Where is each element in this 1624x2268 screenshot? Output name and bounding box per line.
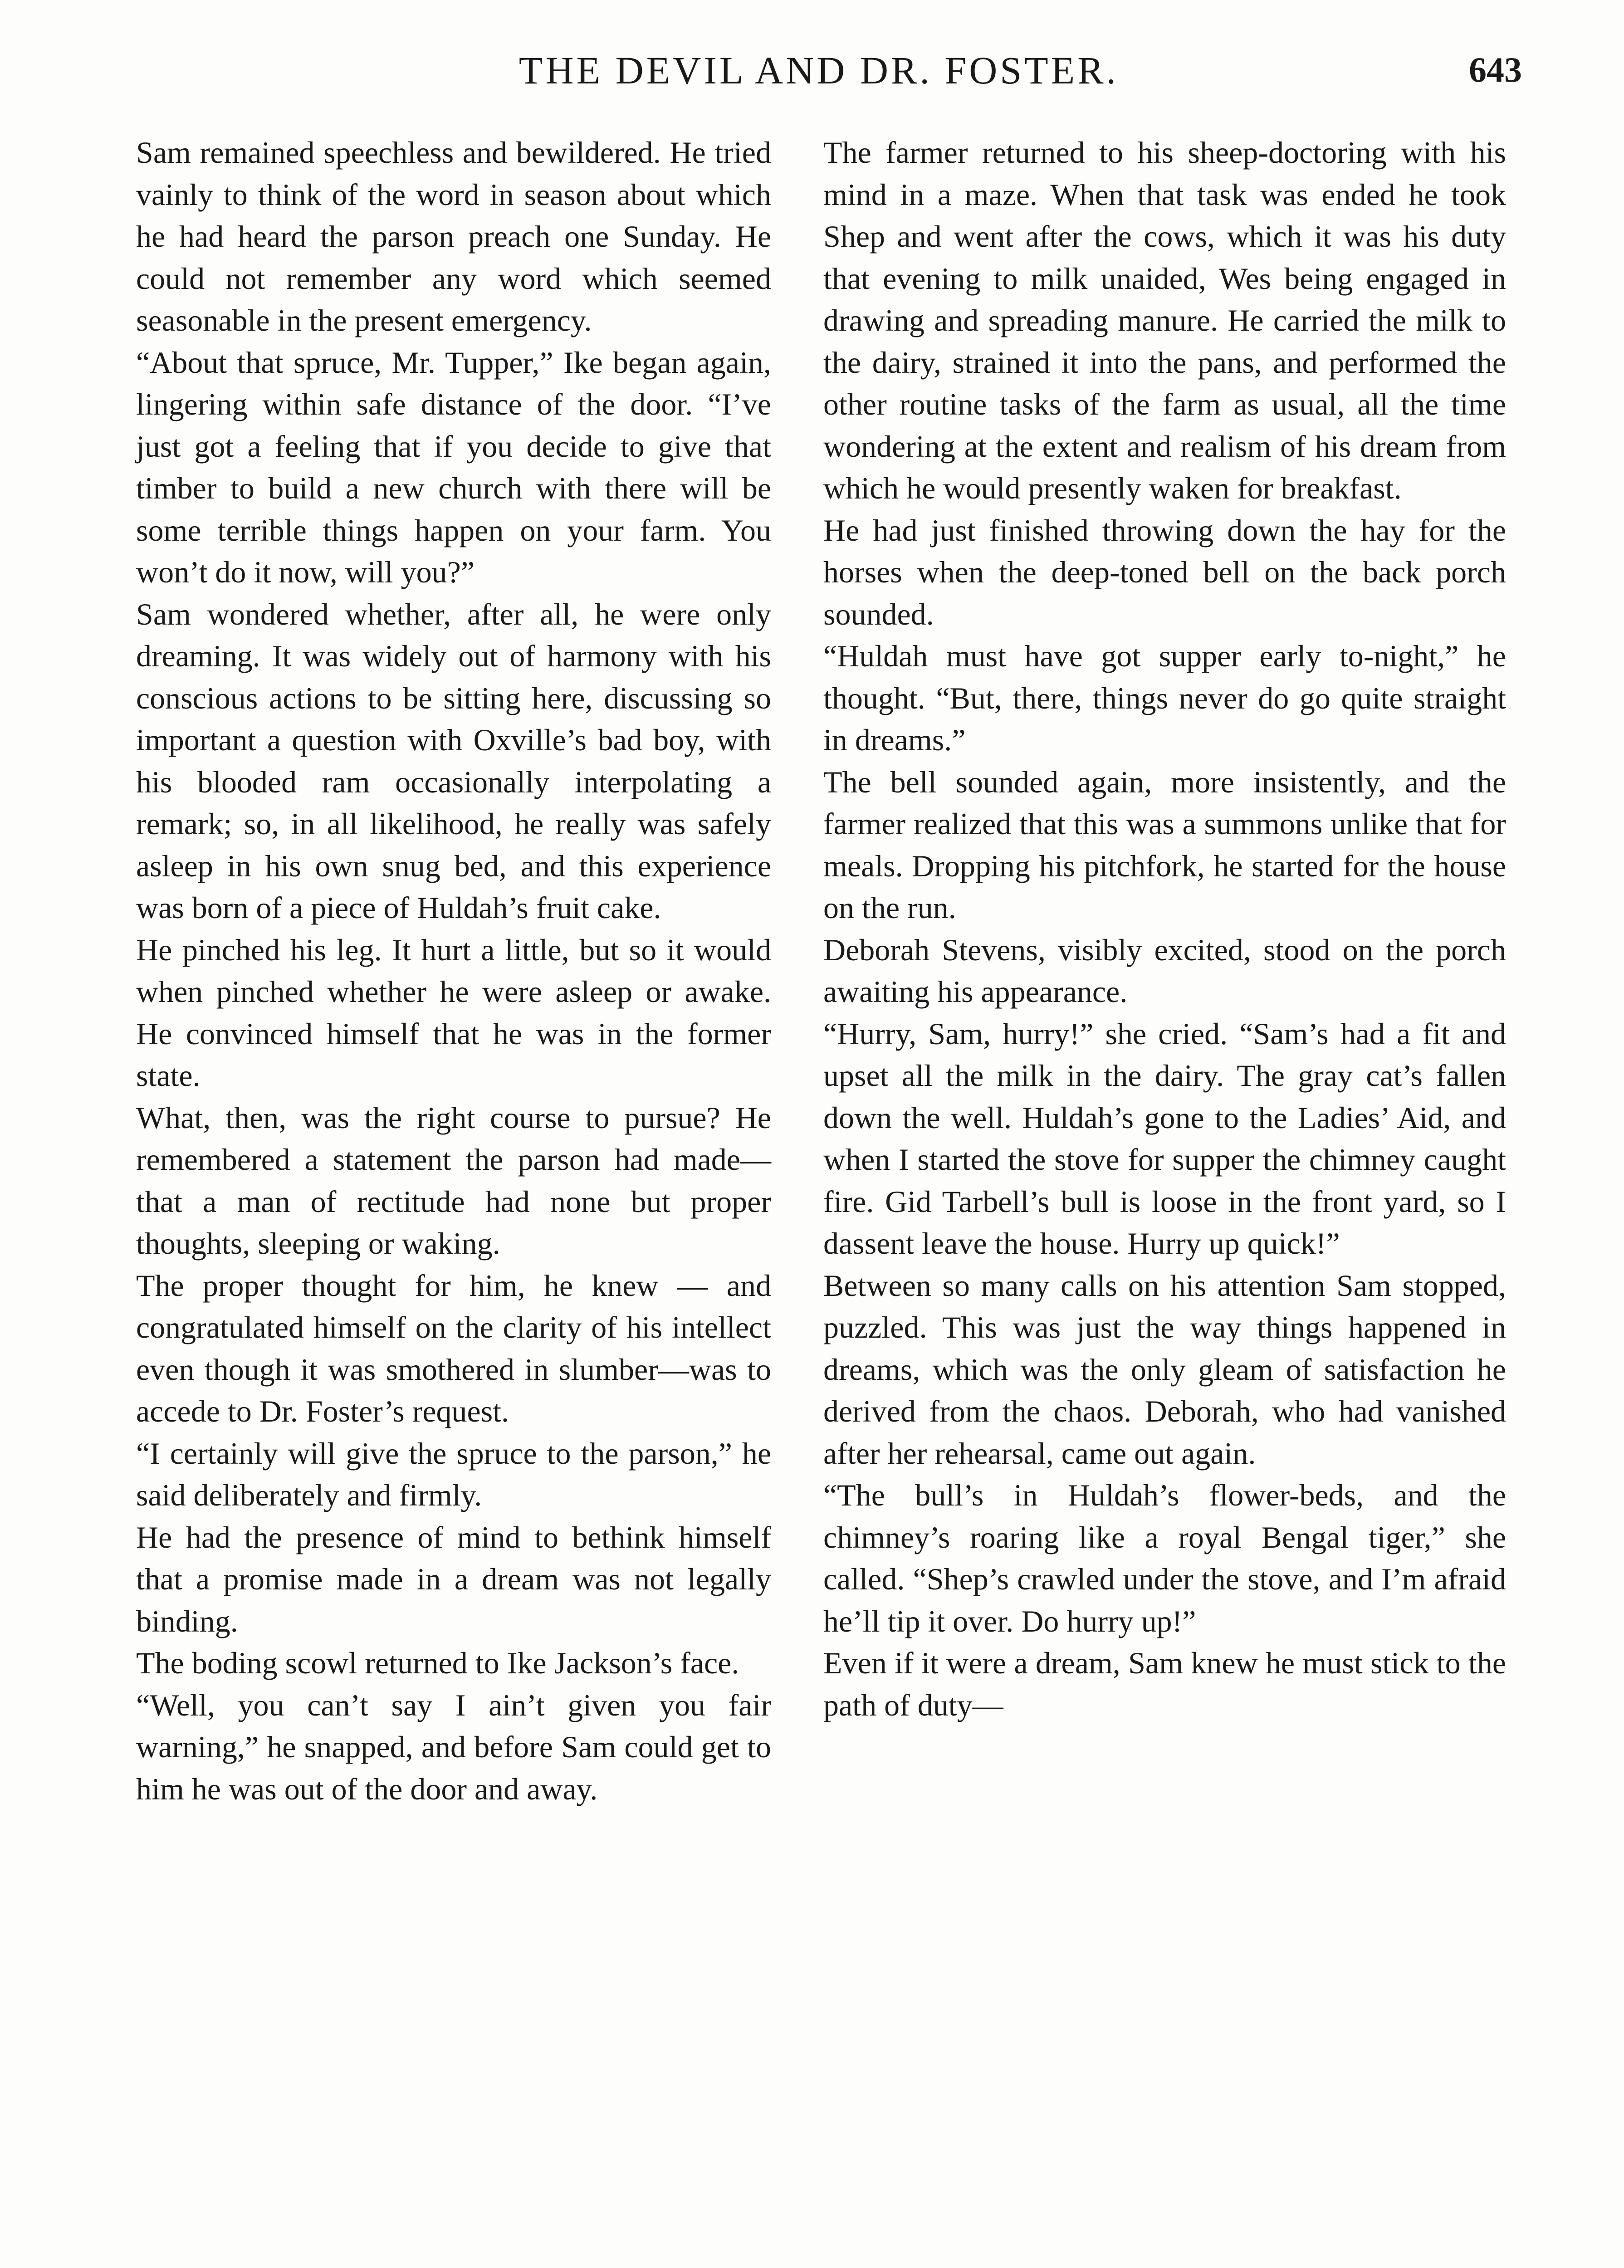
paragraph: He had the presence of mind to bethink himself that a promise made in a dream was not legally binding. <box>136 1520 771 1638</box>
paragraph: The proper thought for him, he knew — and congratulated himself on the clarity of his intellect even though it was smothered in slumber—was to accede to Dr. Foster’s request. <box>136 1268 771 1428</box>
paragraph: “Well, you can’t say I ain’t given you fair warning,” he snapped, and before Sam could get to him he was out of the door and away. <box>136 1687 771 1806</box>
paragraph: Sam remained speechless and bewildered. He tried vainly to think of the word in season about which he had heard the parson preach one Sunday. He could not remember any word which seemed seasonable in the present emergency. <box>136 135 771 337</box>
paragraph: The boding scowl returned to Ike Jackson’s face. <box>136 1646 739 1680</box>
paragraph: He had just finished throwing down the hay for the horses when the deep-toned bell on the back porch sounded. <box>823 513 1506 631</box>
paragraph: “Huldah must have got supper early to-night,” he thought. “But, there, things never do go quite straight in dreams.” <box>823 639 1506 757</box>
paragraph: “Hurry, Sam, hurry!” she cried. “Sam’s had a fit and upset all the milk in the dairy. The gray cat’s fallen down the well. Huldah’s gone to the Ladies’ Aid, and when I started the stove for supper the chimney caught fire. Gid Tarbell’s bull is loose in the front yard, so I dassent leave the house. Hurry up quick!” <box>823 1016 1506 1261</box>
paragraph: “I certainly will give the spruce to the parson,” he said deliberately and firmly. <box>136 1436 771 1512</box>
page-title: THE DEVIL AND DR. FOSTER. <box>519 49 1119 92</box>
paragraph: Between so many calls on his attention Sam stopped, puzzled. This was just the way things happened in dreams, which was the only gleam of satisfaction he derived from the chaos. Deborah, who had vanished after her rehearsal, came out again. <box>823 1268 1506 1471</box>
page-number: 643 <box>1469 50 1522 89</box>
paragraph: “About that spruce, Mr. Tupper,” Ike began again, lingering within safe distance of the door. “I’ve just got a feeling that if you decide to give that timber to build a new church with there will be some terrible things happen on your farm. You won’t do it now, will you?” <box>136 345 771 589</box>
paragraph: He pinched his leg. It hurt a little, but so it would when pinched whether he were asleep or awake. He convinced himself that he was in the former state. <box>136 932 771 1093</box>
paragraph: “The bull’s in Huldah’s flower-beds, and the chimney’s roaring like a royal Bengal tiger,” she called. “Shep’s crawled under the stove, and I’m afraid he’ll tip it over. Do hurry up!” <box>823 1478 1506 1638</box>
paragraph: What, then, was the right course to pursue? He remembered a statement the parson had made—that a man of rectitude had none but proper thoughts, sleeping or waking. <box>136 1100 771 1261</box>
paragraph: Sam wondered whether, after all, he were only dreaming. It was widely out of harmony with his conscious actions to be sitting here, discussing so important a question with Oxville’s bad boy, with his blooded ram occasionally interpolating a remark; so, in all likelihood, he really was safely asleep in his own snug bed, and this experience was born of a piece of Huldah’s fruit cake. <box>136 596 771 925</box>
paragraph: The farmer returned to his sheep-doctoring with his mind in a maze. When that task was ended he took Shep and went after the cows, which it was his duty that evening to milk unaided, Wes being engaged in drawing and spreading manure. He carried the milk to the dairy, strained it into the pans, and performed the other routine tasks of the farm as usual, all the time wondering at the extent and realism of his dream from which he would presently waken for breakfast. <box>823 135 1506 505</box>
paragraph: Even if it were a dream, Sam knew he must stick to the path of duty— <box>823 1646 1506 1722</box>
paragraph: Deborah Stevens, visibly excited, stood on the porch awaiting his appearance. <box>823 932 1506 1009</box>
paragraph: The bell sounded again, more insistently, and the farmer realized that this was a summons unlike that for meals. Dropping his pitchfork, he started for the house on the run. <box>823 764 1506 925</box>
running-head <box>118 43 1520 107</box>
left-column <box>136 132 771 1810</box>
right-column <box>823 132 1506 1726</box>
